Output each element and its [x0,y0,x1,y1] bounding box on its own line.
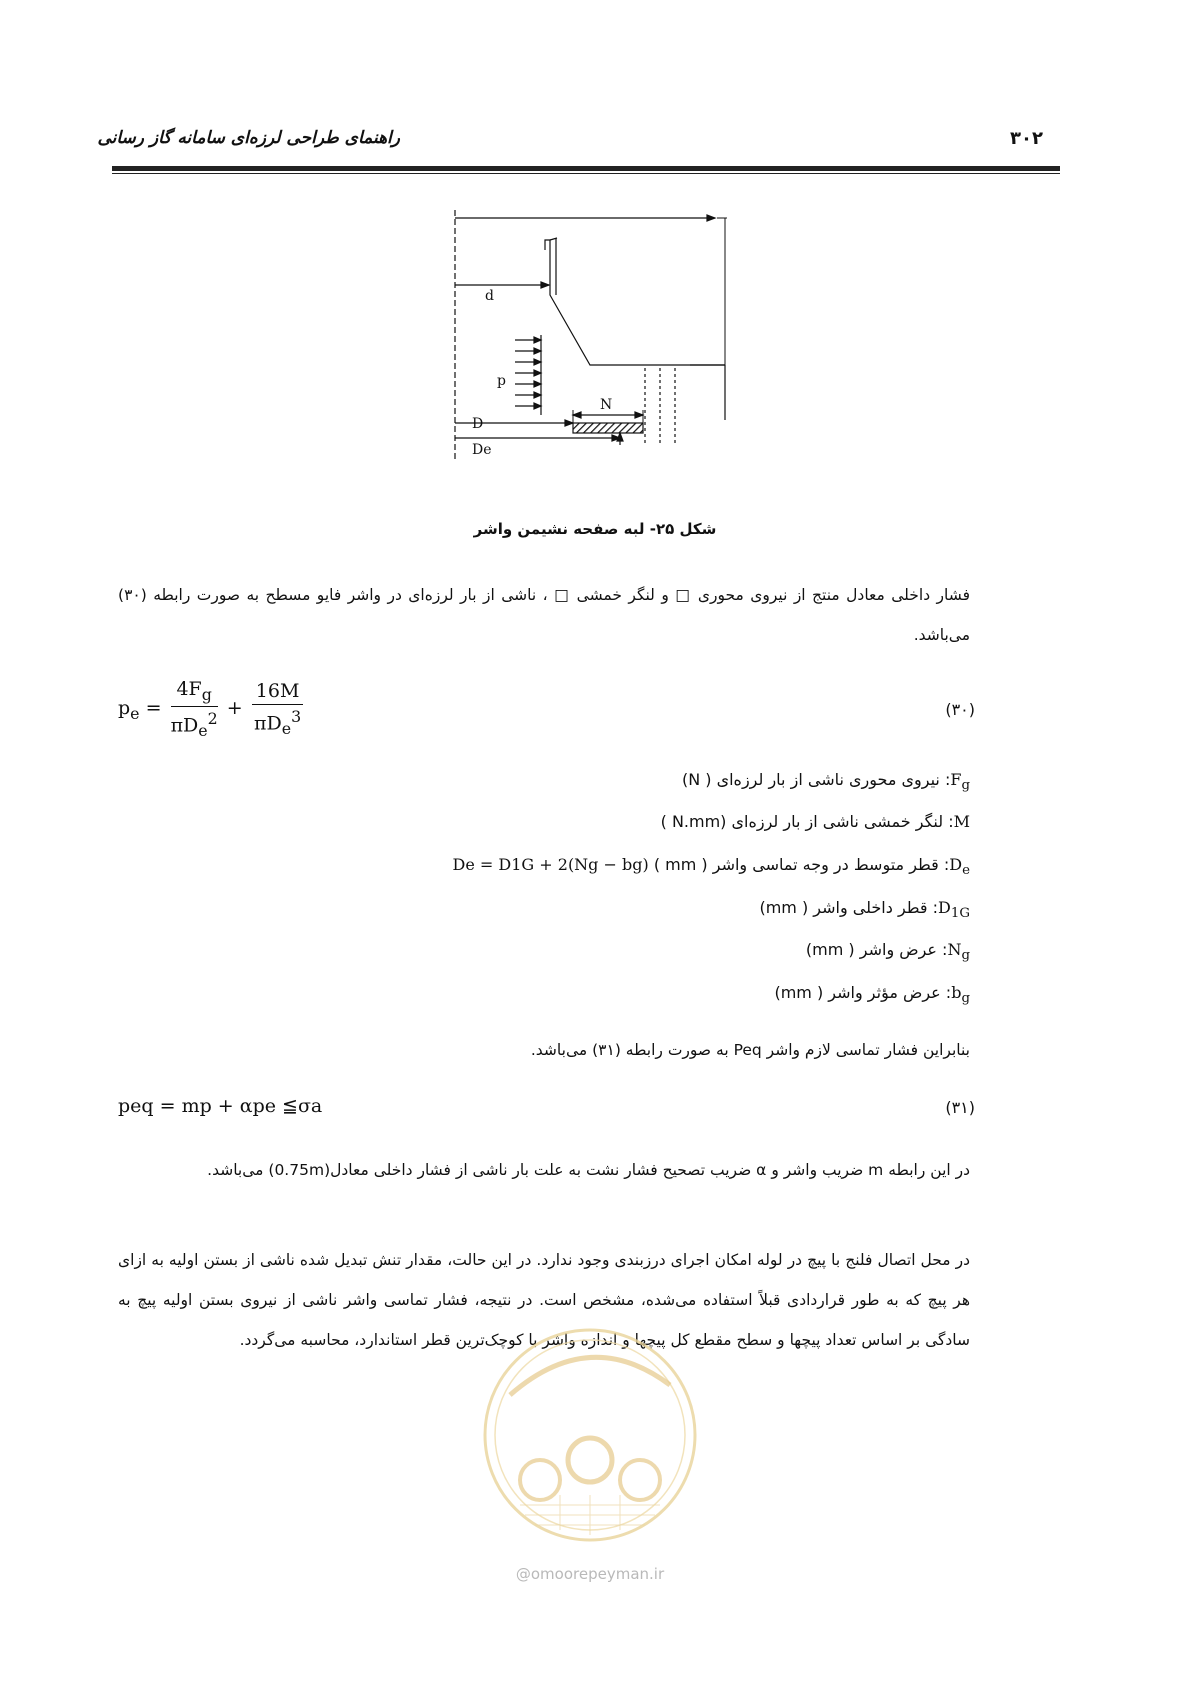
watermark-seal [480,1315,700,1555]
gasket-section [573,423,643,433]
label-d: d [485,288,494,304]
equation-31: peq = mp + αpe ≦σa [118,1095,323,1117]
eq30-fraction-2: $\frac{16M}{\pi D_e^3}$ [252,680,304,738]
equation-30: $p_e$ = $\frac{4F_g}{\pi D_e^2}$ + $\frac{16M}{\pi D_e^3}$ [118,678,306,740]
flange-outline [550,250,725,365]
label-De: De [472,442,492,458]
paragraph-1: فشار داخلی معادل منتج از نیروی محوری □ و لنگر خمشی □ ، ناشی از بار لرزه‌ای در واشر فایو مسطح به صورت رابطه (۳۰) می‌باشد. [118,586,970,644]
eq30-lhs: p [118,696,131,719]
top-dimension-arrowhead [707,215,715,221]
header-rule-thick [112,166,1060,171]
definition-d1g: $D_{1G}$: قطر داخلی واشر ( mm) [759,898,970,922]
definition-bg: $b_g$: عرض مؤثر واشر ( mm) [774,983,970,1007]
definition-fg: $F_g$: نیروی محوری ناشی از بار لرزه‌ای ( N) [681,770,970,794]
paragraph-2: بنابراین فشار تماسی لازم واشر Peq به صورت رابطه (۳۱) می‌باشد. [530,1041,970,1059]
watermark-text: @omoorepeyman.ir [515,1565,665,1583]
paragraph-4: در محل اتصال فلنج با پیچ در لوله امکان اجرای درزبندی وجود ندارد. در این حالت، مقدار تنش تبدیل شده ناشی از بستن اولیه به ازای هر پیچ که به طور قراردادی قبلاً استفاده می‌شده، مشخص است. در نتیجه، فشار تماسی واشر ناشی از نیروی بستن اولیه پیچ به سادگی بر اساس تعداد پیچها و سطح مقطع کل پیچها و اندازه واشر با کوچک‌ترین قطر استاندارد، محاسبه می‌گردد. [118,1251,970,1349]
running-header-title: راهنمای طراحی لرزه‌ای سامانه گاز رسانی [97,128,400,148]
header-rule-thin [112,173,1060,174]
figure-caption: شکل ۲۵- لبه صفحه نشیمن واشر [473,520,717,538]
label-p: p [497,373,506,389]
label-D: D [472,416,484,432]
gasket-seat-figure [445,210,735,500]
equation-31-number: (۳۱) [945,1098,975,1117]
page-number: ۳۰۲ [1010,128,1043,149]
definition-de: $D_e$: قطر متوسط در وجه تماسی واشر ( mm ) De = D1G + 2(Ng − bg) [452,855,970,879]
eq30-lhs-sub: e [130,703,140,723]
flange-hub-tip [545,240,550,250]
definition-m: M: لنگر خمشی ناشی از بار لرزه‌ای (N.mm ) [660,812,970,831]
definition-ng: $N_g$: عرض واشر ( mm) [805,940,970,964]
paragraph-3: در این رابطه m ضریب واشر و α ضریب تصحیح فشار نشت به علت بار ناشی از فشار داخلی معادل(0.75m) می‌باشد. [207,1161,970,1179]
label-N: N [600,397,613,413]
pressure-arrows [515,337,541,409]
equation-30-number: (۳۰) [945,700,975,719]
eq30-fraction-1: $\frac{4F_g}{\pi D_e^2}$ [170,678,218,740]
